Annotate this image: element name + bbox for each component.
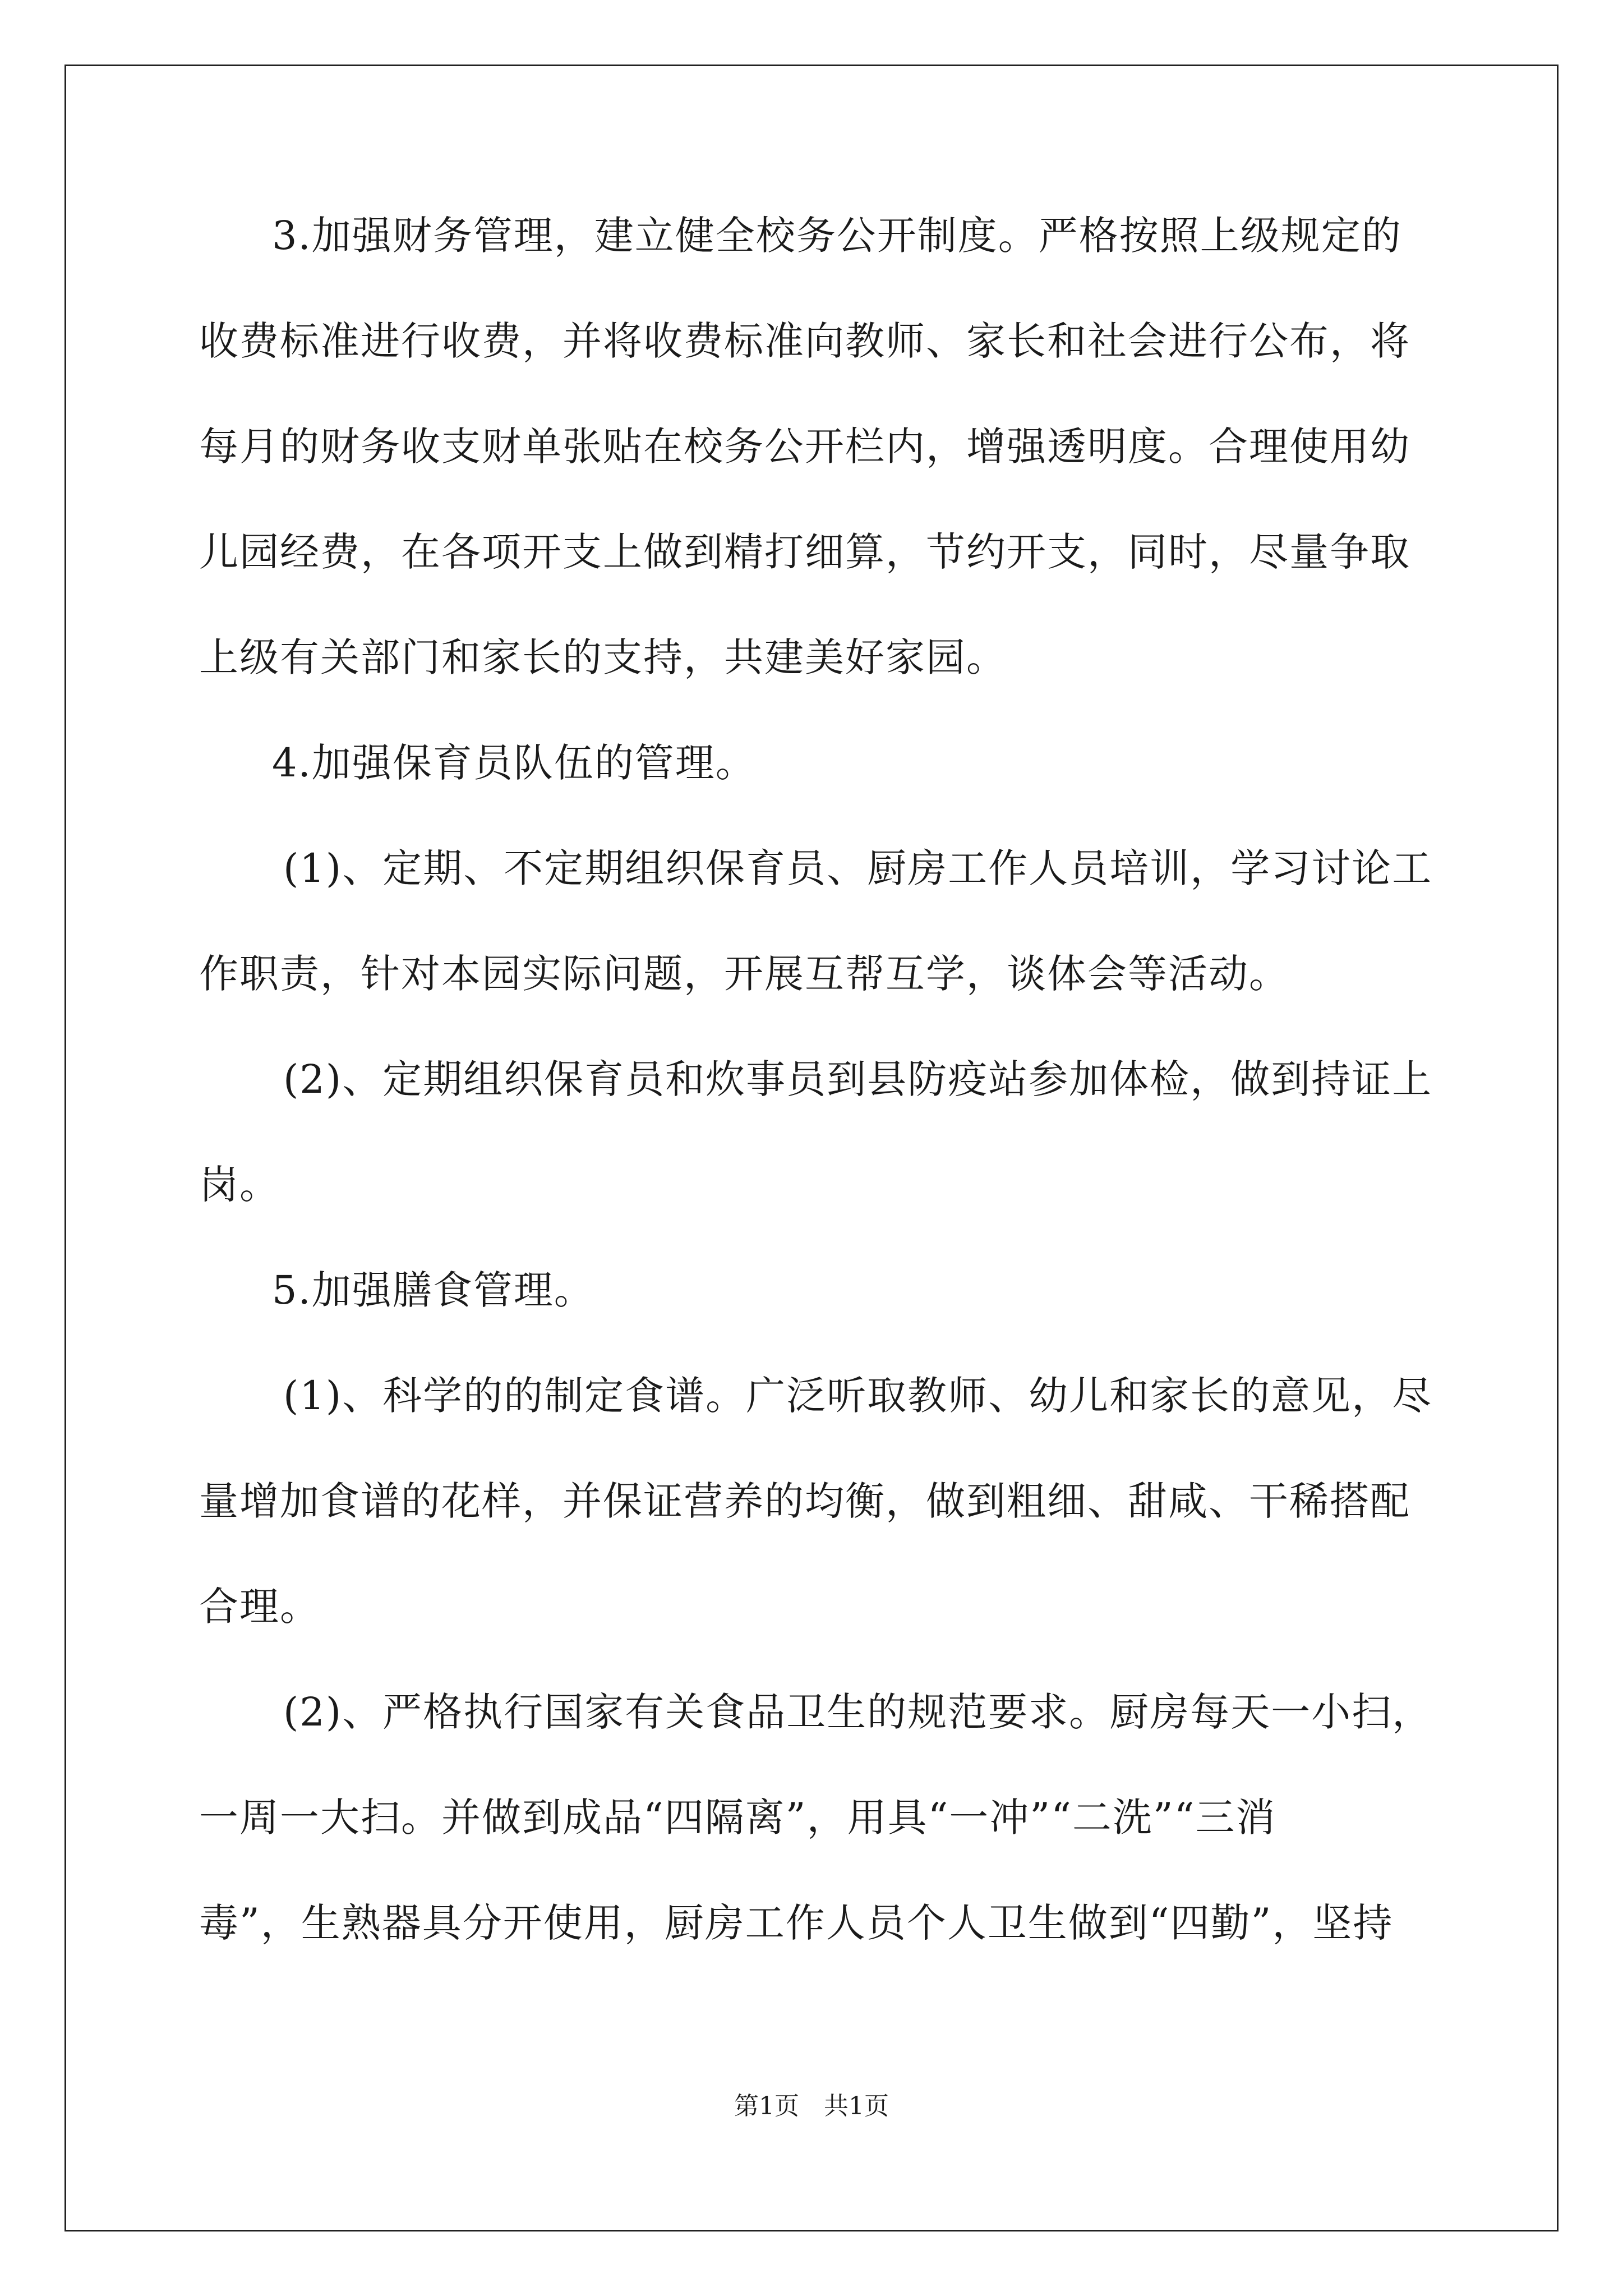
text-line: 儿园经费，在各项开支上做到精打细算，节约开支，同时，尽量争取	[199, 529, 1410, 575]
text-line: 量增加食谱的花样，并保证营养的均衡，做到粗细、甜咸、干稀搭配	[199, 1478, 1410, 1524]
text-line: 每月的财务收支财单张贴在校务公开栏内，增强透明度。合理使用幼	[199, 424, 1410, 470]
text-line: 5.加强膳食管理。	[272, 1267, 594, 1313]
text-line: (2)、定期组织保育员和炊事员到县防疫站参加体检，做到持证上	[283, 1056, 1433, 1102]
text-line: (1)、科学的的制定食谱。广泛听取教师、幼儿和家长的意见，尽	[283, 1373, 1433, 1419]
text-line: 4.加强保育员队伍的管理。	[272, 740, 756, 786]
text-line: 毒”，生熟器具分开使用，厨房工作人员个人卫生做到“四勤”，坚持	[199, 1900, 1394, 1946]
text-line: 合理。	[199, 1584, 320, 1630]
text-line: 岗。	[199, 1162, 280, 1208]
text-line: (2)、严格执行国家有关食品卫生的规范要求。厨房每天一小扫，	[283, 1689, 1433, 1735]
text-line: 一周一大扫。并做到成品“四隔离”，用具“一冲”“二洗”“三消	[199, 1795, 1276, 1841]
text-line: 收费标准进行收费，并将收费标准向教师、家长和社会进行公布，将	[199, 318, 1410, 364]
text-line: 上级有关部门和家长的支持，共建美好家园。	[199, 634, 1007, 680]
text-line: 3.加强财务管理，建立健全校务公开制度。严格按照上级规定的	[272, 213, 1402, 259]
page-footer: 第1页 共1页	[734, 2092, 889, 2120]
text-line: 作职责，针对本园实际问题，开展互帮互学，谈体会等活动。	[199, 951, 1289, 997]
text-line: (1)、定期、不定期组织保育员、厨房工作人员培训，学习讨论工	[283, 845, 1433, 891]
